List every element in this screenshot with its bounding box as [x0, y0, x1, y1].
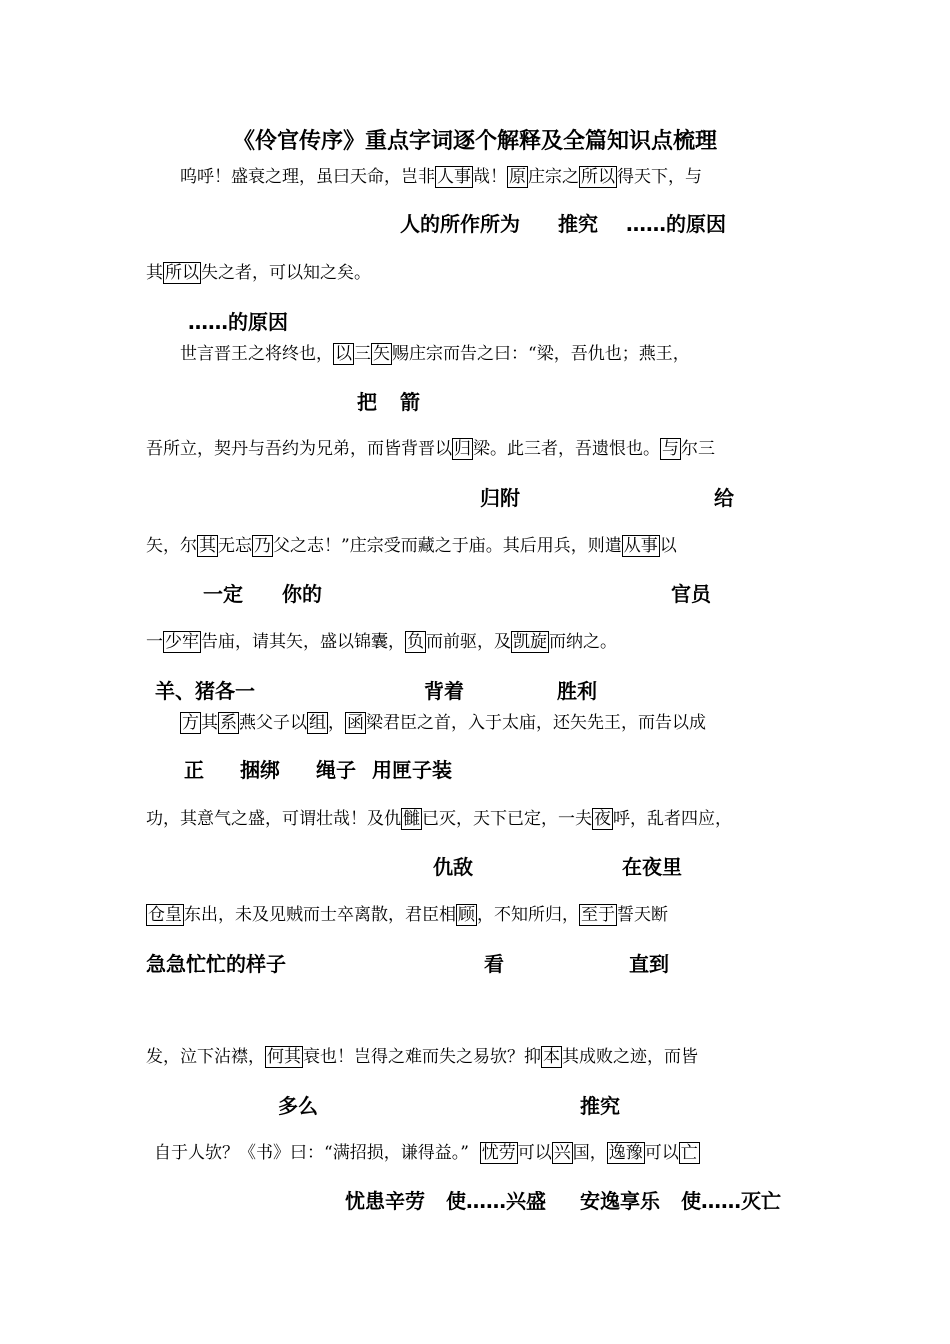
gloss: 看: [484, 952, 504, 976]
text-line: [180, 343, 690, 365]
passage-text: 其: [146, 263, 163, 283]
passage-text: 父之志！”庄宗受而藏之于庙。其后用兵，则遣: [273, 536, 622, 556]
boxed-keyword: 兴: [553, 1143, 571, 1163]
gloss: 给: [714, 486, 734, 510]
text-line: [146, 631, 617, 653]
passage-text: 世言晋王之将终也，: [180, 344, 333, 364]
text-line: [146, 904, 668, 926]
text-line: [180, 712, 706, 734]
boxed-keyword: 何其: [267, 1047, 301, 1067]
passage-text: 梁。此三者，吾遗恨也。: [473, 439, 660, 459]
gloss: ……的原因: [188, 310, 288, 334]
boxed-keyword: 亡: [680, 1143, 698, 1163]
boxed-keyword: 人事: [437, 167, 471, 187]
passage-text: 三: [354, 344, 371, 364]
document-title: 《伶官传序》重点字词逐个解释及全篇知识点梳理: [232, 129, 717, 154]
passage-text: 衰也！岂得之难而失之易欤？抑: [303, 1047, 541, 1067]
text-line: [146, 535, 677, 557]
boxed-keyword: 组: [309, 713, 326, 733]
passage-text: 可以: [517, 1143, 552, 1163]
passage-text: 呜呼！盛衰之理，虽曰天命，岂非: [180, 167, 435, 187]
gloss: 羊、猪各一: [155, 679, 255, 703]
boxed-keyword: 负: [407, 632, 424, 652]
passage-text: 告庙，请其矢，盛以锦囊，: [201, 632, 405, 652]
passage-text: 尔三: [681, 439, 715, 459]
boxed-keyword: 逸豫: [608, 1143, 643, 1163]
passage-text: 誓天断: [617, 905, 668, 925]
boxed-keyword: 矢: [373, 344, 390, 364]
gloss: 胜利: [557, 679, 597, 703]
gloss: 捆绑: [240, 758, 280, 782]
boxed-keyword: 少牢: [165, 632, 199, 652]
boxed-keyword: 凯旋: [513, 632, 547, 652]
gloss: 背着: [424, 679, 464, 703]
boxed-keyword: 归: [454, 439, 471, 459]
gloss: 一定: [203, 582, 243, 606]
passage-text: 哉！: [473, 167, 507, 187]
passage-text: 赐庄宗而告之曰：“梁，吾仇也；燕王，: [392, 344, 690, 364]
boxed-keyword: 所以: [165, 263, 199, 283]
gloss: 归附: [480, 486, 520, 510]
passage-text: 庄宗之: [528, 167, 579, 187]
boxed-keyword: 系: [220, 713, 237, 733]
gloss: 绳子: [316, 758, 356, 782]
text-line: [154, 1142, 700, 1164]
boxed-keyword: 顾: [458, 905, 475, 925]
passage-text: 呼，乱者四应，: [613, 809, 732, 829]
text-line: [146, 438, 715, 460]
passage-text: 其成败之迹，而皆: [562, 1047, 698, 1067]
gloss: 仇敌: [433, 855, 473, 879]
passage-text: 发，泣下沾襟，: [146, 1047, 265, 1067]
boxed-keyword: 方: [182, 713, 199, 733]
passage-text: 其: [201, 713, 218, 733]
boxed-keyword: 至于: [581, 905, 615, 925]
passage-text: 得天下，与: [617, 167, 702, 187]
gloss: 忧患辛劳: [345, 1189, 425, 1213]
passage-text: 而前驱，及: [426, 632, 511, 652]
gloss: 推究: [580, 1094, 620, 1118]
passage-text: 燕父子以: [239, 713, 307, 733]
gloss: 官员: [671, 582, 711, 606]
passage-text: 而纳之。: [549, 632, 617, 652]
passage-text: 一: [146, 632, 163, 652]
passage-text: ，不知所归，: [477, 905, 579, 925]
gloss: 推究: [558, 212, 598, 236]
gloss: 多么: [278, 1094, 318, 1118]
text-line: [146, 1046, 698, 1068]
boxed-keyword: 从事: [623, 536, 658, 556]
gloss: 使……兴盛: [446, 1189, 546, 1213]
boxed-keyword: 忧劳: [481, 1143, 516, 1163]
text-line: [146, 808, 732, 830]
gloss: 把: [357, 390, 377, 414]
boxed-keyword: 函: [347, 713, 364, 733]
passage-text: 吾所立，契丹与吾约为兄弟，而皆背晋以: [146, 439, 452, 459]
boxed-keyword: 本: [543, 1047, 560, 1067]
passage-text: 无忘: [218, 536, 252, 556]
boxed-keyword: 夜: [594, 809, 611, 829]
boxed-keyword: 雠: [403, 809, 420, 829]
boxed-keyword: 其: [199, 536, 216, 556]
gloss: 正: [184, 758, 204, 782]
gloss: 使……灭亡: [681, 1189, 781, 1213]
gloss: 在夜里: [622, 855, 682, 879]
boxed-keyword: 仓皇: [148, 905, 182, 925]
passage-text: 自于人欤？《书》曰：“满招损，谦得益。”: [154, 1143, 480, 1163]
gloss: 急急忙忙的样子: [146, 952, 286, 976]
gloss: 安逸享乐: [580, 1189, 660, 1213]
boxed-keyword: 与: [662, 439, 679, 459]
passage-text: 功，其意气之盛，可谓壮哉！及仇: [146, 809, 401, 829]
passage-text: 国，: [572, 1143, 607, 1163]
passage-text: 梁君臣之首，入于太庙，还矢先王，而告以成: [366, 713, 706, 733]
passage-text: ，: [328, 713, 345, 733]
passage-text: 失之者，可以知之矣。: [201, 263, 371, 283]
passage-text: 可以: [644, 1143, 679, 1163]
text-line: [180, 166, 702, 188]
text-line: [146, 262, 371, 284]
boxed-keyword: 乃: [254, 536, 271, 556]
gloss: 人的所作所为: [400, 212, 520, 236]
gloss: 直到: [629, 952, 669, 976]
gloss: 箭: [400, 390, 420, 414]
gloss: 用匣子装: [372, 758, 452, 782]
gloss: 你的: [282, 582, 322, 606]
passage-text: 东出，未及见贼而士卒离散，君臣相: [184, 905, 456, 925]
passage-text: 矢，尔: [146, 536, 197, 556]
boxed-keyword: 所以: [581, 167, 615, 187]
gloss: ……的原因: [626, 212, 726, 236]
boxed-keyword: 以: [335, 344, 352, 364]
boxed-keyword: 原: [509, 167, 526, 187]
passage-text: 以: [659, 536, 677, 556]
passage-text: 已灭，天下已定，一夫: [422, 809, 592, 829]
